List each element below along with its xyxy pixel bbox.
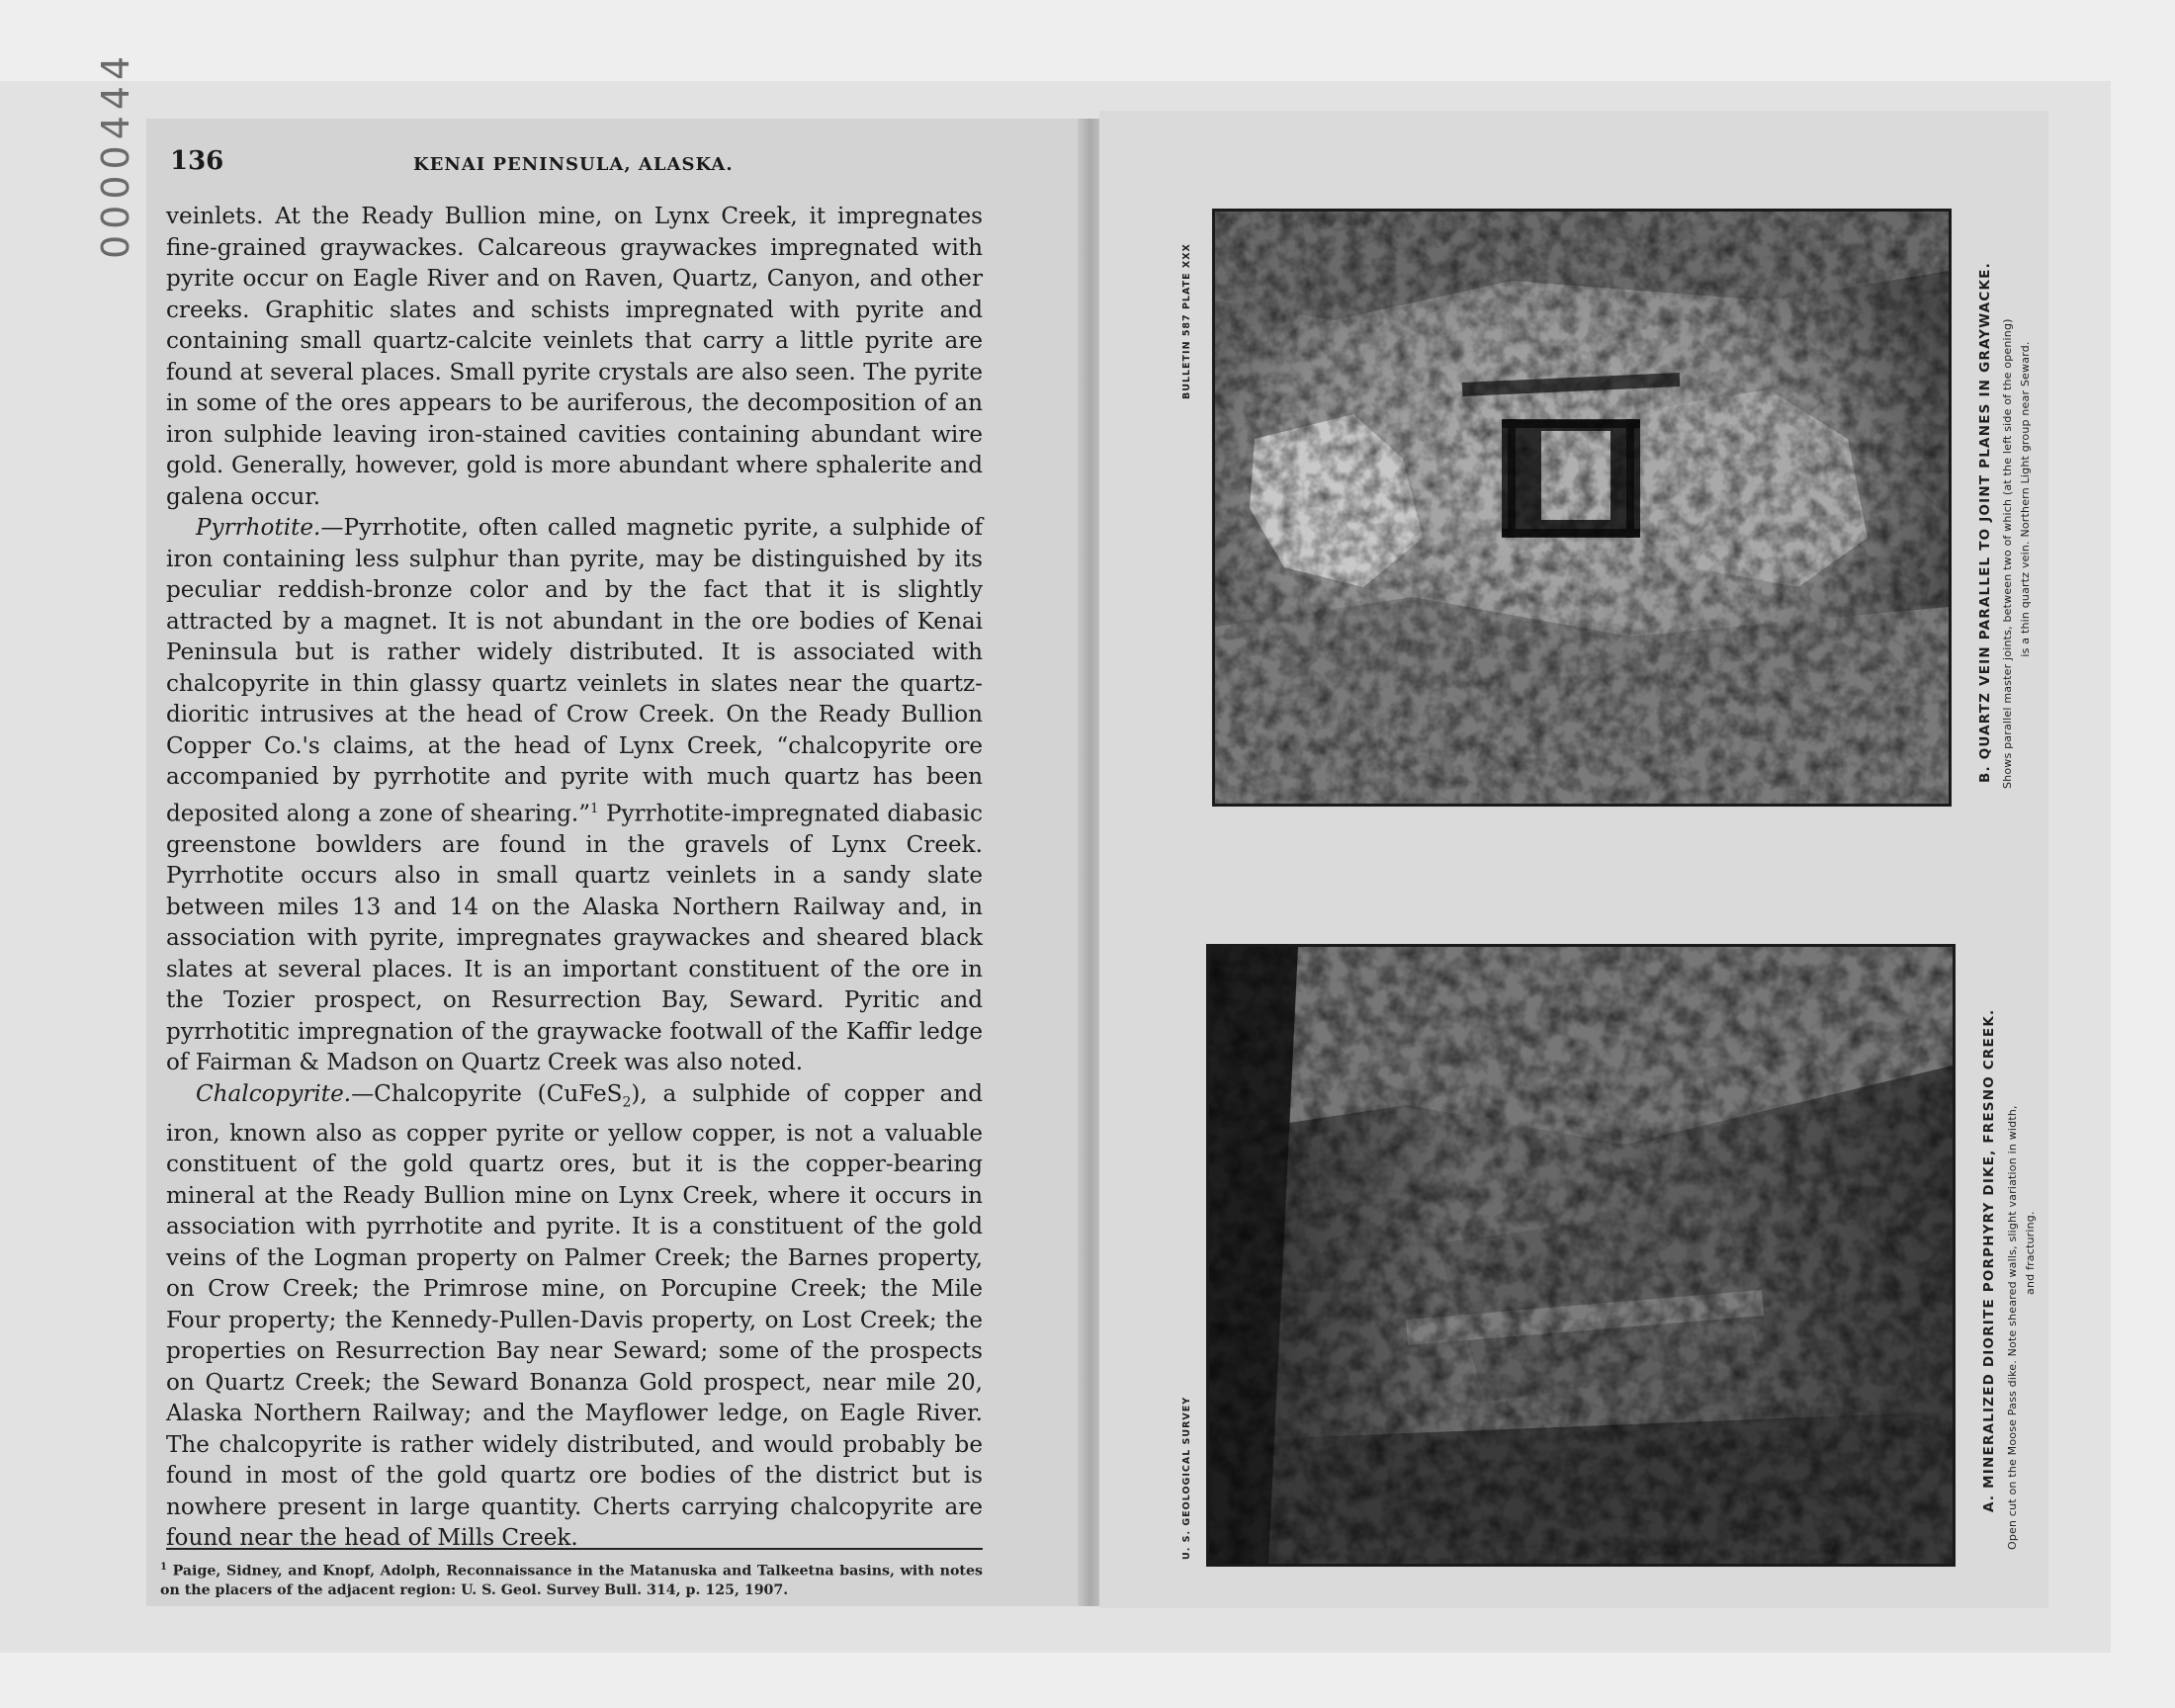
plate-a-caption-detail-2: and fracturing. (2024, 1211, 2037, 1295)
pyrrhotite-text: —Pyrrhotite, often called magnetic pyrite, a sulphide of iron containing less sulphur than pyrite, may be distinguished by its peculiar reddish-bronze color and by the fact that it is slightly attracted by a magnet. It is not abundant in the ore bodies of Kenai Peninsula but is rather widely distributed. It is associated with chalcopyrite in thin glassy quartz veinlets in slates near the quartz-dioritic intrusives at the head of Crow Creek. On the Ready Bullion Copper Co.'s claims, at the head of Lynx Creek, “chalcopyrite ore accompanied by pyrrhotite and pyrite with much quartz has been deposited along a zone of shearing.” (166, 515, 983, 827)
paragraph-chalcopyrite (166, 1079, 983, 1555)
paragraph-pyrite-end: veinlets. At the Ready Bullion mine, on Lynx Creek, it impregnates fine-grained graywackes. Calcareous graywackes impregnated with pyrite occur on Eagle River and on Raven, Quartz, Canyon, and other creeks. Graphitic slates and schists impregnated with pyrite and containing small quartz-calcite veinlets that carry a little pyrite are found at several places. Small pyrite crystals are also seen. The pyrite in some of the ores appears to be auriferous, the decomposition of an iron sulphide leaving iron-stained cavities containing abundant wire gold. Generally, however, gold is more abundant where sphalerite and galena occur. (166, 204, 983, 510)
footnote-text: Paige, Sidney, and Knopf, Adolph, Reconnaissance in the Matanuska and Talkeetna basins, with notes on the placers of the adjacent region: U. S. Geol. Survey Bull. 314, p. 125, 1907. (160, 1563, 983, 1598)
chalcopyrite-text-b: ), a sulphide of copper and iron, known also as copper pyrite or yellow copper, is not a valuable constituent of the gold quartz ores, but it is the copper-bearing mineral at the Ready Bullion mine on Lynx Creek, where it occurs in association with pyrrhotite and pyrite. It is a constituent of the gold veins of the Logman property on Palmer Creek; the Barnes property, on Crow Creek; the Primrose mine, on Porcupine Creek; the Mile Four property; the Kennedy-Pullen-Davis property, on Lost Creek; the properties on Resurrection Bay near Seward; some of the prospects on Quartz Creek; the Seward Bonanza Gold prospect, near mile 20, Alaska Northern Railway; and the Mayflower ledge, on Eagle River. The chalcopyrite is rather widely distributed, and would probably be found in most of the gold quartz ore bodies of the district but is nowhere present in large quantity. Cherts carrying chalcopyrite are found near the head of Mills Creek. (166, 1080, 983, 1552)
paragraph-pyrrhotite (166, 513, 983, 1079)
bulletin-plate-label: BULLETIN 587 PLATE XXX (1181, 243, 1192, 399)
page-number: 136 (170, 146, 224, 176)
chalcopyrite-text-a: —Chalcopyrite (CuFeS (351, 1080, 623, 1107)
plate-a-caption: A. MINERALIZED DIORITE PORPHYRY DIKE, FRESNO CREEK. (1981, 1008, 1997, 1512)
plate-a-photo (1206, 944, 1956, 1567)
plate-a-caption-detail-1: Open cut on the Moose Pass dike. Note sheared walls, slight variation in width, (2006, 1105, 2019, 1550)
pyrrhotite-text-continued: Pyrrhotite-impregnated diabasic greenstone bowlders are found in the gravels of Lynx Creek. Pyrrhotite occurs also in small quartz veinlets in a sandy slate between miles 13 and 14 on the Alaska Northern Railway and, in association with pyrite, impregnates graywackes and sheared black slates at several places. It is an important constituent of the ore in the Tozier prospect, on Resurrection Bay, Seward. Pyritic and pyrrhotitic impregnation of the graywacke footwall of the Kaffir ledge of Fairman & Madson on Quartz Creek was also noted. (166, 801, 983, 1076)
footnote-reference: 1 (590, 801, 599, 816)
plate-b-caption: B. QUARTZ VEIN PARALLEL TO JOINT PLANES IN GRAYWACKE. (1977, 262, 1993, 783)
archive-stamp: 0000444 (94, 49, 137, 259)
footnote-rule (166, 1548, 983, 1550)
body-text (166, 202, 983, 1555)
pyrrhotite-heading: Pyrrhotite. (196, 515, 321, 541)
plate-b-caption-detail-2: is a thin quartz vein. Northern Light group near Seward. (2019, 341, 2032, 657)
geological-survey-label: U. S. GEOLOGICAL SURVEY (1181, 1396, 1192, 1560)
chalcopyrite-heading: Chalcopyrite. (196, 1080, 352, 1107)
running-head: KENAI PENINSULA, ALASKA. (413, 154, 734, 175)
quartz-vein-photo-image (1215, 212, 1949, 804)
plate-b-caption-detail-1: Shows parallel master joints, between two of which (at the left side of the opening) (2001, 318, 2014, 789)
footnote (160, 1558, 983, 1600)
diorite-dike-photo-image (1209, 947, 1953, 1564)
footnote-mark: 1 (160, 1562, 167, 1573)
plate-b-photo (1212, 209, 1952, 807)
formula-subscript: 2 (622, 1094, 632, 1111)
